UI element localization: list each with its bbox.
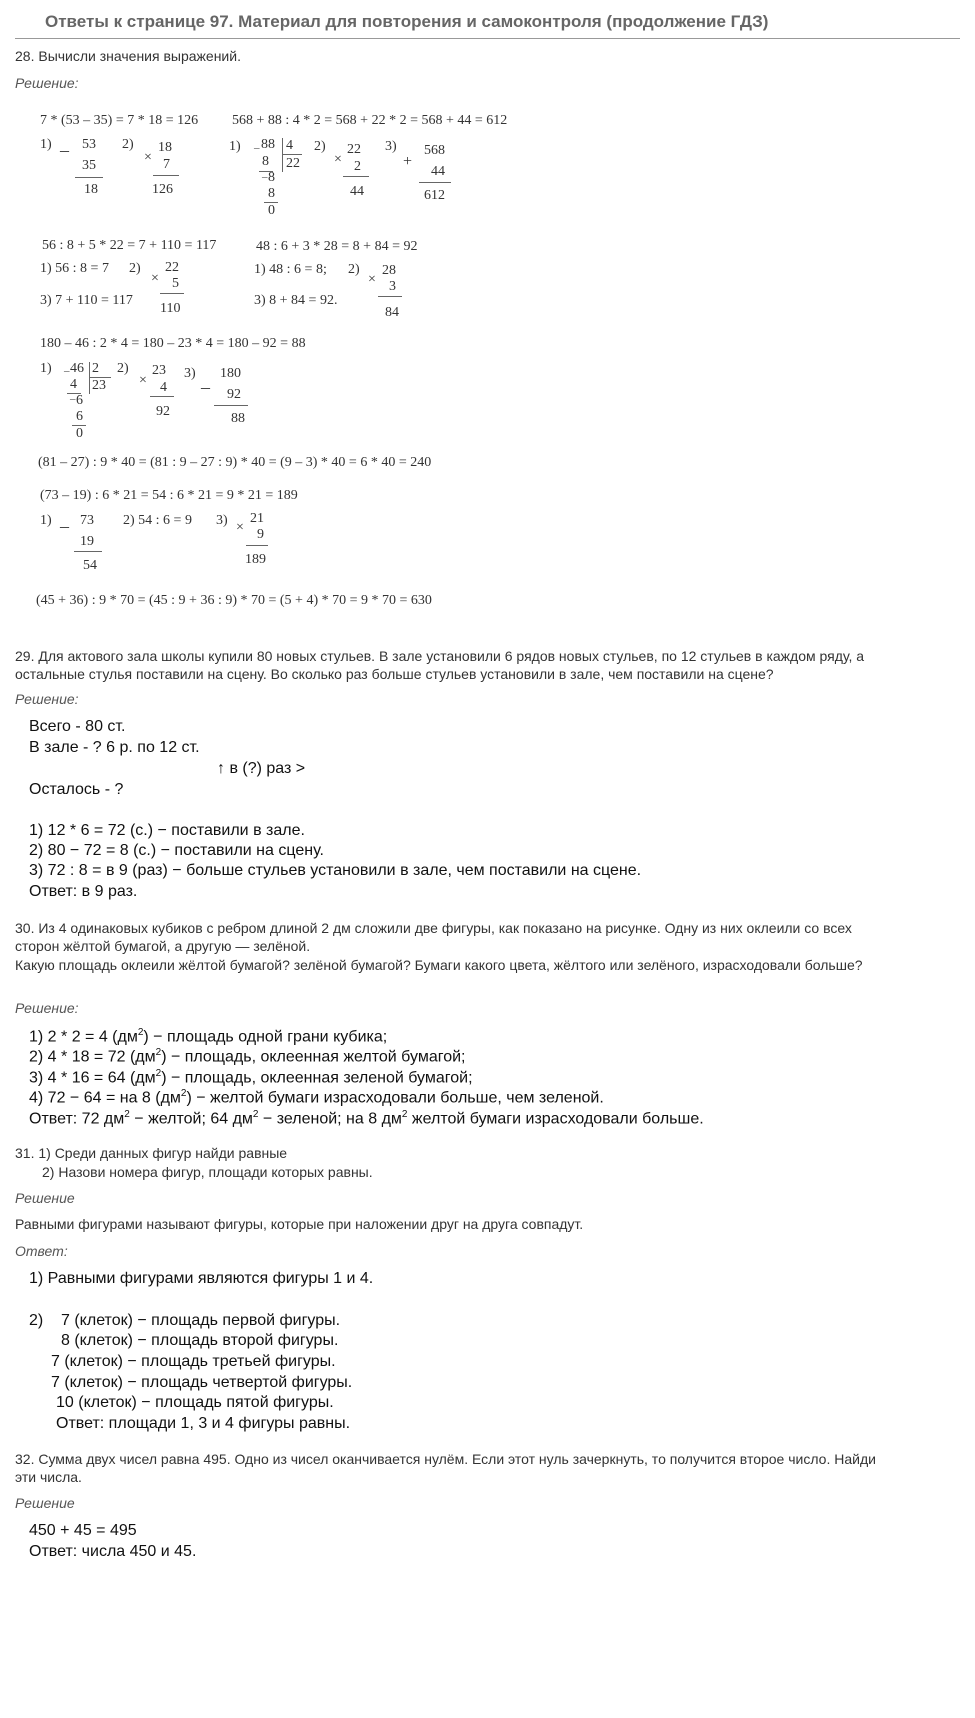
expression: 1) 48 : 6 = 8; [254, 262, 327, 277]
solution-label: Решение: [15, 75, 79, 91]
underline [153, 175, 179, 176]
times-sign: × [368, 272, 376, 287]
column-calc: 189 [245, 552, 266, 567]
plus-sign: + [403, 153, 413, 170]
column-calc: 54 [83, 558, 97, 573]
column-calc: 3) [184, 366, 196, 381]
column-calc: 35 [82, 158, 96, 173]
column-calc: 18 [158, 140, 172, 155]
expression: (73 – 19) : 6 * 21 = 54 : 6 * 21 = 9 * 21 = 189 [40, 488, 298, 503]
column-calc: 2) [122, 137, 134, 152]
answer-line: 7 (клеток) − площадь первой фигуры. [61, 1312, 341, 1329]
minus-sign: – [262, 171, 268, 183]
column-calc: 2) [129, 261, 141, 276]
header-divider [15, 38, 960, 39]
minus-sign: – [254, 142, 260, 154]
column-calc: 568 [424, 143, 445, 158]
answer-line: В зале - ? 6 р. по 12 ст. [29, 739, 200, 756]
solution-text: Равными фигурами называют фигуры, которые при наложении друг на друга совпадут. [15, 1216, 584, 1232]
column-calc: 22 [286, 156, 300, 171]
expression: 56 : 8 + 5 * 22 = 7 + 110 = 117 [42, 238, 217, 253]
underline [343, 176, 369, 177]
column-calc: 612 [424, 188, 445, 203]
answer-line: 2) [29, 1312, 44, 1329]
task-32-text: 32. Сумма двух чисел равна 495. Одно из чисел оканчивается нулём. Если этот нуль зачеркнуть, то получится второе число. Найди эти числа. [15, 1451, 876, 1485]
column-calc: 92 [156, 404, 170, 419]
answer-label: Ответ: [15, 1243, 68, 1259]
column-calc: 44 [431, 164, 445, 179]
answer-line: 8 (клеток) − площадь второй фигуры. [61, 1332, 339, 1349]
answer-line: 3) 4 * 16 = 64 $(дм^2)$ − площадь, оклеенная зеленой бумагой; [29, 1068, 473, 1087]
expression: 3) 7 + 110 = 117 [40, 293, 133, 308]
expression: 2) 54 : 6 = 9 [123, 513, 192, 528]
expression: (81 – 27) : 9 * 40 = (81 : 9 – 27 : 9) * 40 = (9 – 3) * 40 = 6 * 40 = 240 [38, 455, 432, 470]
underline [160, 293, 184, 294]
column-calc: 2) [117, 361, 129, 376]
underline [419, 182, 451, 183]
column-calc: 92 [227, 387, 241, 402]
column-calc: 88 [261, 137, 275, 152]
answer-line: Всего - 80 ст. [29, 718, 126, 735]
answer-line: 10 (клеток) − площадь пятой фигуры. [56, 1394, 334, 1411]
column-calc: 6 [76, 409, 83, 424]
task-31-text: 31. 1) Среди данных фигур найди равные [15, 1145, 288, 1161]
answer-line: 7 (клеток) − площадь третьей фигуры. [51, 1353, 336, 1370]
minus-sign: – [64, 365, 70, 377]
solution-label: Решение: [15, 691, 79, 707]
answer-line: Ответ: площади 1, 3 и 4 фигуры равны. [56, 1415, 351, 1432]
column-calc: 22 [165, 260, 179, 275]
underline [214, 405, 248, 406]
column-calc: 1) [229, 139, 241, 154]
answer-line: 1) 12 * 6 = 72 (с.) − поставили в зале. [29, 822, 305, 839]
column-calc: 8 [268, 186, 275, 201]
answer-line: Ответ: 72 $дм^2$ − желтой; 64 $дм^2$ − зеленой; на 8 $дм^2$ желтой бумаги израсходовали больше. [29, 1109, 704, 1128]
column-calc: 2 [354, 159, 361, 174]
expression: 568 + 88 : 4 * 2 = 568 + 22 * 2 = 568 + 44 = 612 [232, 113, 508, 128]
column-calc: 110 [160, 301, 181, 316]
answer-line: Осталось - ? [29, 781, 124, 798]
column-calc: 7 [163, 157, 170, 172]
column-calc: 0 [268, 203, 275, 218]
solution-label: Решение: [15, 1000, 79, 1016]
division-bar [89, 362, 90, 394]
column-calc: 22 [347, 142, 361, 157]
page-title: Ответы к странице 97. Материал для повторения и самоконтроля (продолжение ГДЗ) [45, 12, 769, 31]
column-calc: 3) [216, 513, 228, 528]
column-calc: 44 [350, 184, 364, 199]
answer-line: 3) 72 : 8 = в 9 (раз) − больше стульев установили в зале, чем поставили на сцене. [29, 862, 642, 879]
column-calc: 5 [172, 276, 179, 291]
underline [282, 154, 302, 155]
column-calc: 4 [70, 377, 77, 392]
times-sign: × [334, 152, 342, 167]
expression: 180 – 46 : 2 * 4 = 180 – 23 * 4 = 180 – 92 = 88 [40, 336, 306, 351]
column-calc: 0 [76, 426, 83, 441]
column-calc: 180 [220, 366, 241, 381]
column-calc: 19 [80, 534, 94, 549]
minus-sign: – [201, 377, 210, 397]
times-sign: × [139, 373, 147, 388]
column-calc: 4 [286, 138, 293, 153]
expression: 1) 56 : 8 = 7 [40, 261, 109, 276]
column-calc: 53 [82, 137, 96, 152]
task-30-text: 30. Из 4 одинаковых кубиков с ребром длиной 2 дм сложили две фигуры, как показано на рисунке. Одну из них оклеили со всех сторон жёлтой бумагой, а другую — зелёной. [15, 920, 852, 954]
underline [150, 396, 174, 397]
column-calc: 2 [92, 361, 99, 376]
underline [75, 177, 103, 178]
column-calc: 6 [76, 393, 83, 408]
column-calc: 1) [40, 137, 52, 152]
answer-line: 2) 80 − 72 = 8 (с.) − поставили на сцену. [29, 842, 324, 859]
answer-line: ↑ в (?) раз > [217, 760, 306, 777]
answer-line: 7 (клеток) − площадь четвертой фигуры. [51, 1374, 353, 1391]
column-calc: 4 [160, 380, 167, 395]
column-calc: 23 [92, 378, 106, 393]
column-calc: 18 [84, 182, 98, 197]
underline [246, 545, 268, 546]
minus-sign: – [60, 516, 69, 536]
column-calc: 46 [70, 361, 84, 376]
minus-sign: – [60, 140, 69, 160]
answer-line: 1) Равными фигурами являются фигуры 1 и 4. [29, 1270, 374, 1287]
expression: 48 : 6 + 3 * 28 = 8 + 84 = 92 [256, 239, 418, 254]
answer-line: 1) 2 * 2 = 4 $(дм^2)$ − площадь одной грани кубика; [29, 1027, 388, 1046]
column-calc: 88 [231, 411, 245, 426]
solution-label: Решение [15, 1190, 75, 1206]
answer-line: Ответ: числа 450 и 45. [29, 1543, 197, 1560]
expression: (45 + 36) : 9 * 70 = (45 : 9 + 36 : 9) * 70 = (5 + 4) * 70 = 9 * 70 = 630 [36, 593, 432, 608]
column-calc: 73 [80, 513, 94, 528]
column-calc: 21 [250, 511, 264, 526]
column-calc: 126 [152, 182, 173, 197]
column-calc: 8 [268, 170, 275, 185]
column-calc: 28 [382, 263, 396, 278]
column-calc: 9 [257, 527, 264, 542]
expression: 7 * (53 – 35) = 7 * 18 = 126 [40, 113, 199, 128]
solution-label: Решение [15, 1495, 75, 1511]
column-calc: 3 [389, 279, 396, 294]
column-calc: 84 [385, 305, 399, 320]
times-sign: × [144, 150, 152, 165]
column-calc: 8 [262, 154, 269, 169]
answer-line: 4) 72 − 64 = на 8 $(дм^2)$ − желтой бумаги израсходовали больше, чем зеленой. [29, 1088, 604, 1107]
underline [378, 296, 402, 297]
column-calc: 2) [348, 262, 360, 277]
answer-line: 450 + 45 = 495 [29, 1522, 137, 1539]
column-calc: 2) [314, 139, 326, 154]
task-30-text-2: Какую площадь оклеили жёлтой бумагой? зелёной бумагой? Бумаги какого цвета, жёлтого или зелёного, израсходовали больше? [15, 957, 863, 973]
column-calc: 1) [40, 361, 52, 376]
answer-line: Ответ: в 9 раз. [29, 883, 138, 900]
times-sign: × [151, 271, 159, 286]
column-calc: 23 [152, 363, 166, 378]
task-31-text-2: 2) Назови номера фигур, площади которых равны. [42, 1164, 373, 1180]
column-calc: 3) [385, 139, 397, 154]
times-sign: × [236, 520, 244, 535]
minus-sign: – [70, 393, 76, 405]
expression: 3) 8 + 84 = 92. [254, 293, 338, 308]
column-calc: 1) [40, 513, 52, 528]
underline [74, 551, 102, 552]
task-29-text: 29. Для актового зала школы купили 80 новых стульев. В зале установили 6 рядов новых стульев, по 12 стульев в каждом ряду, а остальные стулья поставили на сцену. Во сколько раз больше стульев установили в зале, чем поставили на сцене? [15, 648, 865, 682]
answer-line: 2) 4 * 18 = 72 $(дм^2)$ − площадь, оклеенная желтой бумагой; [29, 1047, 466, 1066]
task-28-text: 28. Вычисли значения выражений. [15, 48, 241, 64]
division-bar [282, 138, 283, 172]
